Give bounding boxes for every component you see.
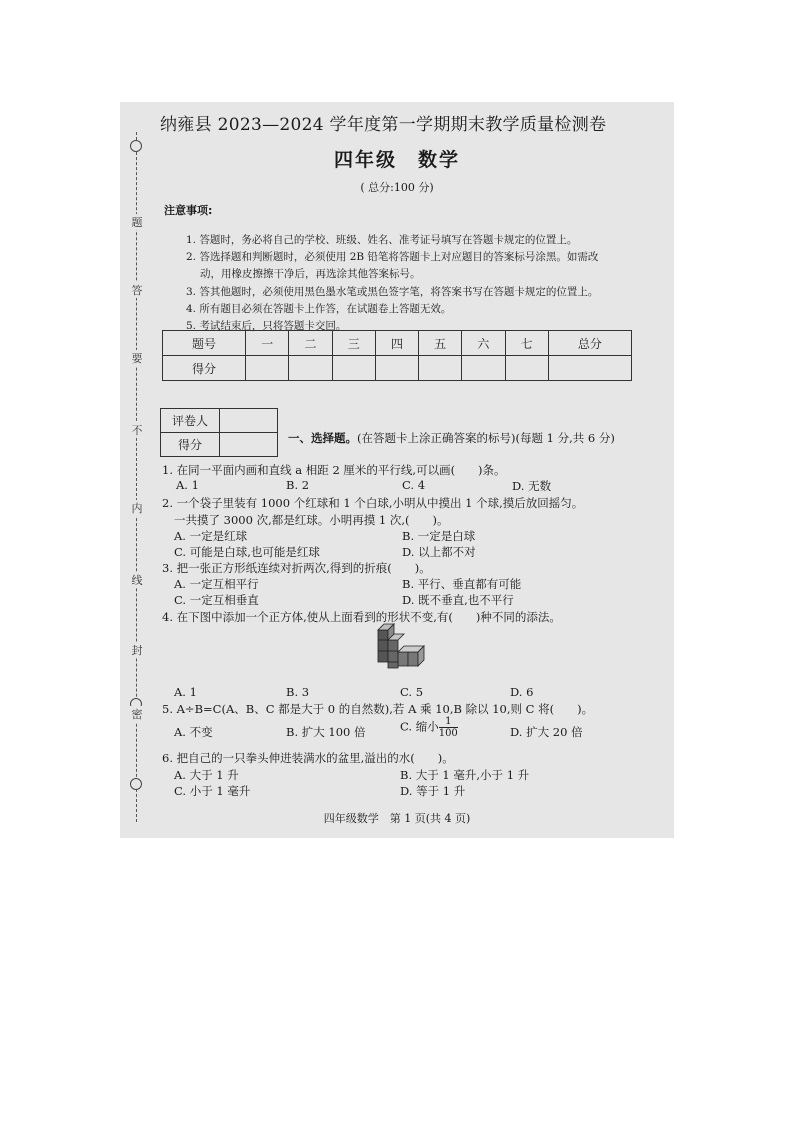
question-option: D. 扩大 20 倍 [510,725,583,739]
binding-char: 密 [129,706,145,722]
notice-item: 4. 所有题目必须在答题卡上作答，在试题卷上答题无效。 [186,303,452,315]
question-option: B. 3 [286,685,310,699]
question-option: B. 扩大 100 倍 [286,725,366,739]
question-option: C. 可能是白球,也可能是红球 [174,545,320,559]
score-header-cell: 四 [375,331,418,356]
grader-label: 评卷人 [161,409,220,433]
fraction-denominator: 100 [438,728,458,739]
question-option: A. 1 [174,685,197,699]
question-stem: 3. 把一张正方形纸连续对折两次,得到的折痕( )。 [162,561,431,575]
exam-subtitle: 四年级 数学 [333,149,460,171]
question-option: D. 既不垂直,也不平行 [402,593,514,607]
score-cell [505,356,548,381]
notice-item: 5. 考试结束后，只将答题卡交回。 [186,320,347,332]
question-option: C. 小于 1 毫升 [174,784,251,798]
question-option: A. 1 [176,478,199,492]
exam-title: 纳雍县 2023—2024 学年度第一学期期末教学质量检测卷 [160,115,607,135]
question-option: D. 等于 1 升 [400,784,466,798]
score-table [162,330,632,381]
exam-sheet [120,102,674,838]
score-header-cell: 二 [289,331,332,356]
question-option: C. 4 [402,478,426,492]
score-header-cell: 题号 [163,331,246,356]
score-cell [289,356,332,381]
notice-item: 3. 答其他题时，必须使用黑色墨水笔或黑色签字笔，将答案书写在答题卡规定的位置上。 [186,286,599,298]
binding-char: 内 [129,500,145,516]
grader-row [161,433,278,457]
section-title [288,430,615,446]
question-stem: 4. 在下图中添加一个正方体,使从上面看到的形状不变,有( )种不同的添法。 [162,610,561,624]
binding-char: 不 [129,422,145,438]
fraction-numerator: 1 [439,716,458,728]
score-header-cell: 总分 [548,331,631,356]
grader-label: 得分 [161,433,220,457]
score-cell [375,356,418,381]
score-table-row [163,356,632,381]
score-cell [246,356,289,381]
grader-cell [220,409,278,433]
question-option: C. 一定互相垂直 [174,593,259,607]
score-header-cell: 五 [419,331,462,356]
question-stem: 6. 把自己的一只拳头伸进装满水的盆里,溢出的水( )。 [162,751,454,765]
notice-item: 2. 答选择题和判断题时，必须使用 2B 铅笔将答题卡上对应题目的答案标号涂黑。如需改 [186,251,599,263]
page-footer: 四年级数学 第 1 页(共 4 页) [323,812,471,825]
score-table-header-row [163,331,632,356]
score-cell [548,356,631,381]
question-option: A. 一定互相平行 [174,577,259,591]
score-cell [419,356,462,381]
binding-char: 答 [129,282,145,298]
question-option-fraction [400,716,458,739]
notice-item: 1. 答题时，务必将自己的学校、班级、姓名、准考证号填写在答题卡规定的位置上。 [186,234,578,246]
score-row-label: 得分 [163,356,246,381]
notice-heading: 注意事项: [164,204,213,217]
score-header-cell: 三 [332,331,375,356]
total-score: ( 总分:100 分) [360,181,434,194]
question-option: D. 6 [510,685,534,699]
grader-cell [220,433,278,457]
question-option: A. 一定是红球 [174,529,248,543]
exam-content [120,102,674,838]
question-option: B. 大于 1 毫升,小于 1 升 [400,768,530,782]
question-stem: 5. A÷B=C(A、B、C 都是大于 0 的自然数),若 A 乘 10,B 除以 10,则 C 将( )。 [162,702,594,716]
question-stem-continued: 一共摸了 3000 次,都是红球。小明再摸 1 次,( )。 [174,513,449,527]
notice-item: 动，用橡皮擦擦干净后，再选涂其他答案标号。 [200,268,421,280]
score-header-cell: 一 [246,331,289,356]
section-title-main: 一、选择题。 [288,431,357,445]
question-option: B. 平行、垂直都有可能 [402,577,522,591]
question-option: D. 以上都不对 [402,545,476,559]
question-option: C. 5 [400,685,424,699]
question-stem: 1. 在同一平面内画和直线 a 相距 2 厘米的平行线,可以画( )条。 [162,463,506,477]
section-title-note: (在答题卡上涂正确答案的标号)(每题 1 分,共 6 分) [357,431,615,445]
question-option: C. 缩小 [400,719,439,734]
question-stem: 2. 一个袋子里装有 1000 个红球和 1 个白球,小明从中摸出 1 个球,摸后放回摇匀。 [162,496,584,510]
grader-row [161,409,278,433]
binding-char: 题 [129,214,145,230]
binding-char: 要 [129,350,145,366]
binding-char: 封 [129,642,145,658]
score-cell [332,356,375,381]
question-option: A. 不变 [174,725,213,739]
score-header-cell: 七 [505,331,548,356]
score-cell [462,356,505,381]
question-option: D. 无数 [512,479,552,493]
score-header-cell: 六 [462,331,505,356]
question-option: B. 一定是白球 [402,529,476,543]
question-option: B. 2 [286,478,310,492]
binding-char: 线 [129,572,145,588]
question-option: A. 大于 1 升 [174,768,239,782]
fraction [439,716,458,739]
cube-stack-figure [372,622,436,672]
grader-table [160,408,278,457]
